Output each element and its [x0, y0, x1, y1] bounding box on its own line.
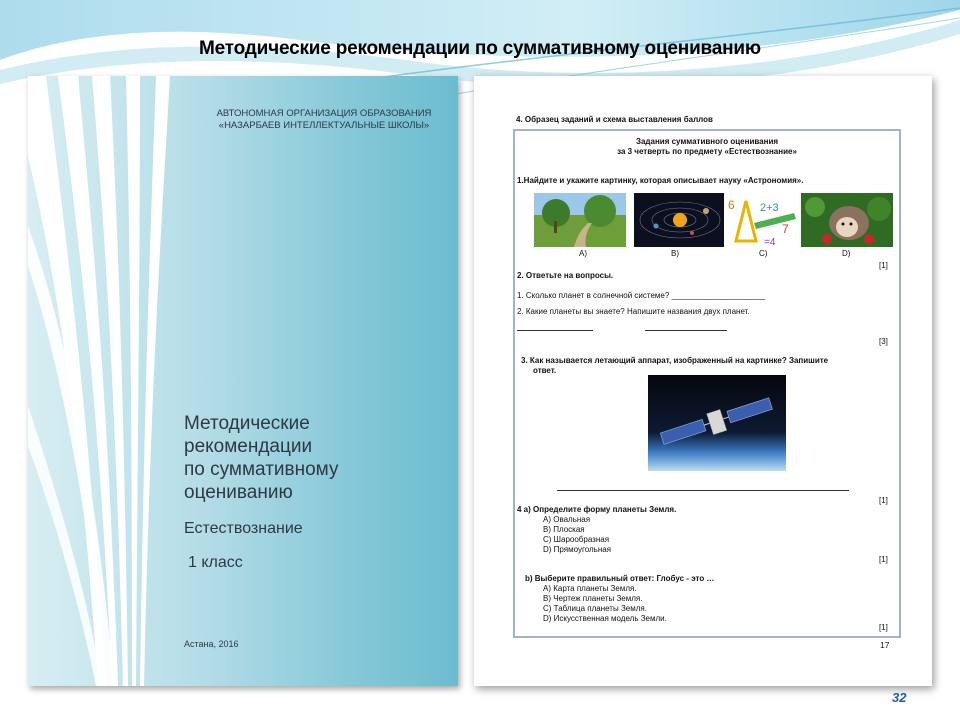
box-title-line1: Задания суммативного оценивания	[635, 137, 779, 146]
cover-org-line1: АВТОНОМНАЯ ОРГАНИЗАЦИЯ ОБРАЗОВАНИЯ	[216, 108, 432, 119]
box-title-line2: за 3 четверть по предмету «Естествознание»	[617, 147, 797, 156]
answer-line-3	[557, 490, 849, 491]
landscape-picture	[534, 193, 626, 247]
cover-title-line1: Методические	[184, 413, 310, 434]
q4a-option-d: D) Прямоугольная	[543, 545, 612, 554]
option-c-label: C)	[759, 249, 768, 258]
question-2: 2. Ответьте на вопросы.	[517, 271, 614, 280]
question-3-line2: ответ.	[533, 366, 557, 375]
cover-subject: Естествознание	[184, 520, 303, 537]
q4b-option-a: A) Карта планеты Земля.	[543, 584, 637, 593]
page-number: 17	[880, 640, 890, 650]
q1-mark: [1]	[879, 261, 888, 270]
svg-text:=4: =4	[764, 237, 776, 247]
question-4b: b) Выберите правильный ответ: Глобус - это …	[525, 574, 715, 583]
q4b-option-b: B) Чертеж планеты Земля.	[543, 594, 643, 603]
questions-box	[513, 129, 901, 638]
option-b-label: B)	[671, 249, 679, 258]
answer-line-1	[517, 330, 593, 331]
q4b-option-d: D) Искусственная модель Земли.	[543, 614, 667, 623]
option-a-label: A)	[579, 249, 587, 258]
svg-text:6: 6	[728, 198, 735, 212]
slide-title: Методические рекомендации по суммативному оцениванию	[199, 38, 761, 59]
answer-line-2	[645, 330, 727, 331]
question-2-1: 1. Сколько планет в солнечной системе? _____________________	[517, 291, 765, 300]
section-heading: 4. Образец заданий и схема выставления баллов	[516, 115, 713, 124]
slide-number: 32	[892, 690, 907, 705]
q4b-option-c: C) Таблица планеты Земля.	[543, 604, 647, 613]
q4b-mark: [1]	[879, 623, 888, 632]
cover-city-year: Астана, 2016	[184, 639, 239, 649]
cover-organization	[204, 108, 444, 132]
q3-mark: [1]	[879, 496, 888, 505]
q2-mark: [3]	[879, 337, 888, 346]
question-2-2: 2. Какие планеты вы знаете? Напишите названия двух планет.	[517, 307, 750, 316]
svg-text:7: 7	[782, 222, 789, 236]
cover-org-line2: «НАЗАРБАЕВ ИНТЕЛЛЕКТУАЛЬНЫЕ ШКОЛЫ»	[218, 120, 430, 131]
q4a-option-b: B) Плоская	[543, 525, 585, 534]
q4a-option-a: A) Овальная	[543, 515, 591, 524]
cover-rays-graphic	[28, 76, 458, 686]
q4a-option-c: C) Шарообразная	[543, 535, 610, 544]
svg-text:2+3: 2+3	[760, 202, 779, 214]
cover-title-line4: оцениванию	[184, 482, 293, 503]
satellite-picture	[648, 375, 786, 471]
option-d-label: D)	[842, 249, 851, 258]
cover-title-line2: рекомендации	[184, 436, 313, 457]
question-3-line1: 3. Как называется летающий аппарат, изображенный на картинке? Запишите	[521, 356, 829, 365]
brochure-cover	[28, 76, 458, 686]
cover-title	[184, 412, 454, 504]
cover-grade: 1 класс	[188, 554, 243, 571]
question-1: 1.Найдите и укажите картинку, которая описывает науку «Астрономия».	[517, 176, 804, 185]
q4a-mark: [1]	[879, 555, 888, 564]
hedgehog-picture	[801, 193, 893, 247]
cover-title-line3: по суммативному	[184, 459, 339, 480]
question-4a: 4 а) Определите форму планеты Земля.	[517, 505, 677, 514]
solar-system-picture	[634, 193, 726, 247]
assessment-page	[474, 76, 932, 686]
